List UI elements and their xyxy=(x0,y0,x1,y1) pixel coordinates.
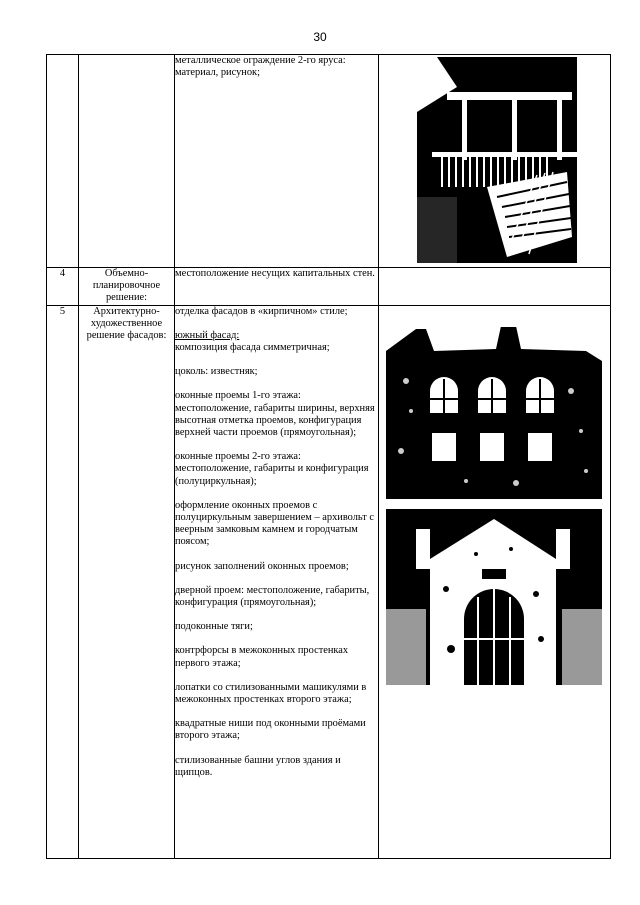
photo-cell xyxy=(379,55,611,268)
section-name: Архитектурно-художественное решение фасадов: xyxy=(79,305,175,858)
photo-cell xyxy=(379,268,611,306)
description-item: стилизованные башни углов здания и щипцов. xyxy=(175,754,341,778)
row-number: 4 xyxy=(47,268,79,306)
description-item: отделка фасадов в «кирпичном» стиле; xyxy=(175,305,348,317)
table-row xyxy=(47,268,611,306)
row-number xyxy=(47,55,79,268)
table-row xyxy=(47,305,611,858)
building-facade-photo xyxy=(386,321,602,499)
description-cell xyxy=(175,268,379,306)
description-item: южный фасад: xyxy=(175,329,240,341)
description-item: местоположение несущих капитальных стен. xyxy=(175,268,375,279)
staircase-fence-photo xyxy=(417,57,577,263)
description-item: металлическое ограждение 2-го яруса: материал, рисунок; xyxy=(175,55,346,79)
description-item: оконные проемы 1-го этажа: местоположение, габариты ширины, верхняя высотная отметка проемов, конфигурация верхней части проемов (прямоугольная); xyxy=(175,390,375,439)
description-item: подоконные тяги; xyxy=(175,621,253,633)
facade-gable-photo xyxy=(386,509,602,685)
description-item: лопатки со стилизованными машикулями в межоконных простенках второго этажа; xyxy=(175,681,367,706)
section-name xyxy=(79,55,175,268)
description-item: цоколь: известняк; xyxy=(175,366,258,378)
description-item: дверной проем: местоположение, габариты, конфигурация (прямоугольная); xyxy=(175,584,370,609)
description-item: квадратные ниши под оконными проёмами второго этажа; xyxy=(175,718,366,742)
description-item: оконные проемы 2-го этажа: местоположение, габариты и конфигурация (полуциркульная); xyxy=(175,451,369,487)
photo-cell xyxy=(379,305,611,858)
description-item: контрфорсы в межоконных простенках первого этажа; xyxy=(175,645,349,669)
table-row xyxy=(47,55,611,268)
row-number: 5 xyxy=(47,305,79,858)
specification-table xyxy=(46,54,611,859)
description-cell xyxy=(175,55,379,268)
description-item: оформление оконных проемов с полуциркульным завершением – архивольт с веерным замковым камнем и городчатым поясом; xyxy=(175,499,375,548)
description-item: композиция фасада симметричная; xyxy=(175,342,330,354)
description-item: рисунок заполнений оконных проемов; xyxy=(175,560,349,572)
section-name: Объемно-планировочное решение: xyxy=(79,268,175,306)
description-cell xyxy=(175,305,379,858)
page-number: 30 xyxy=(313,30,327,44)
